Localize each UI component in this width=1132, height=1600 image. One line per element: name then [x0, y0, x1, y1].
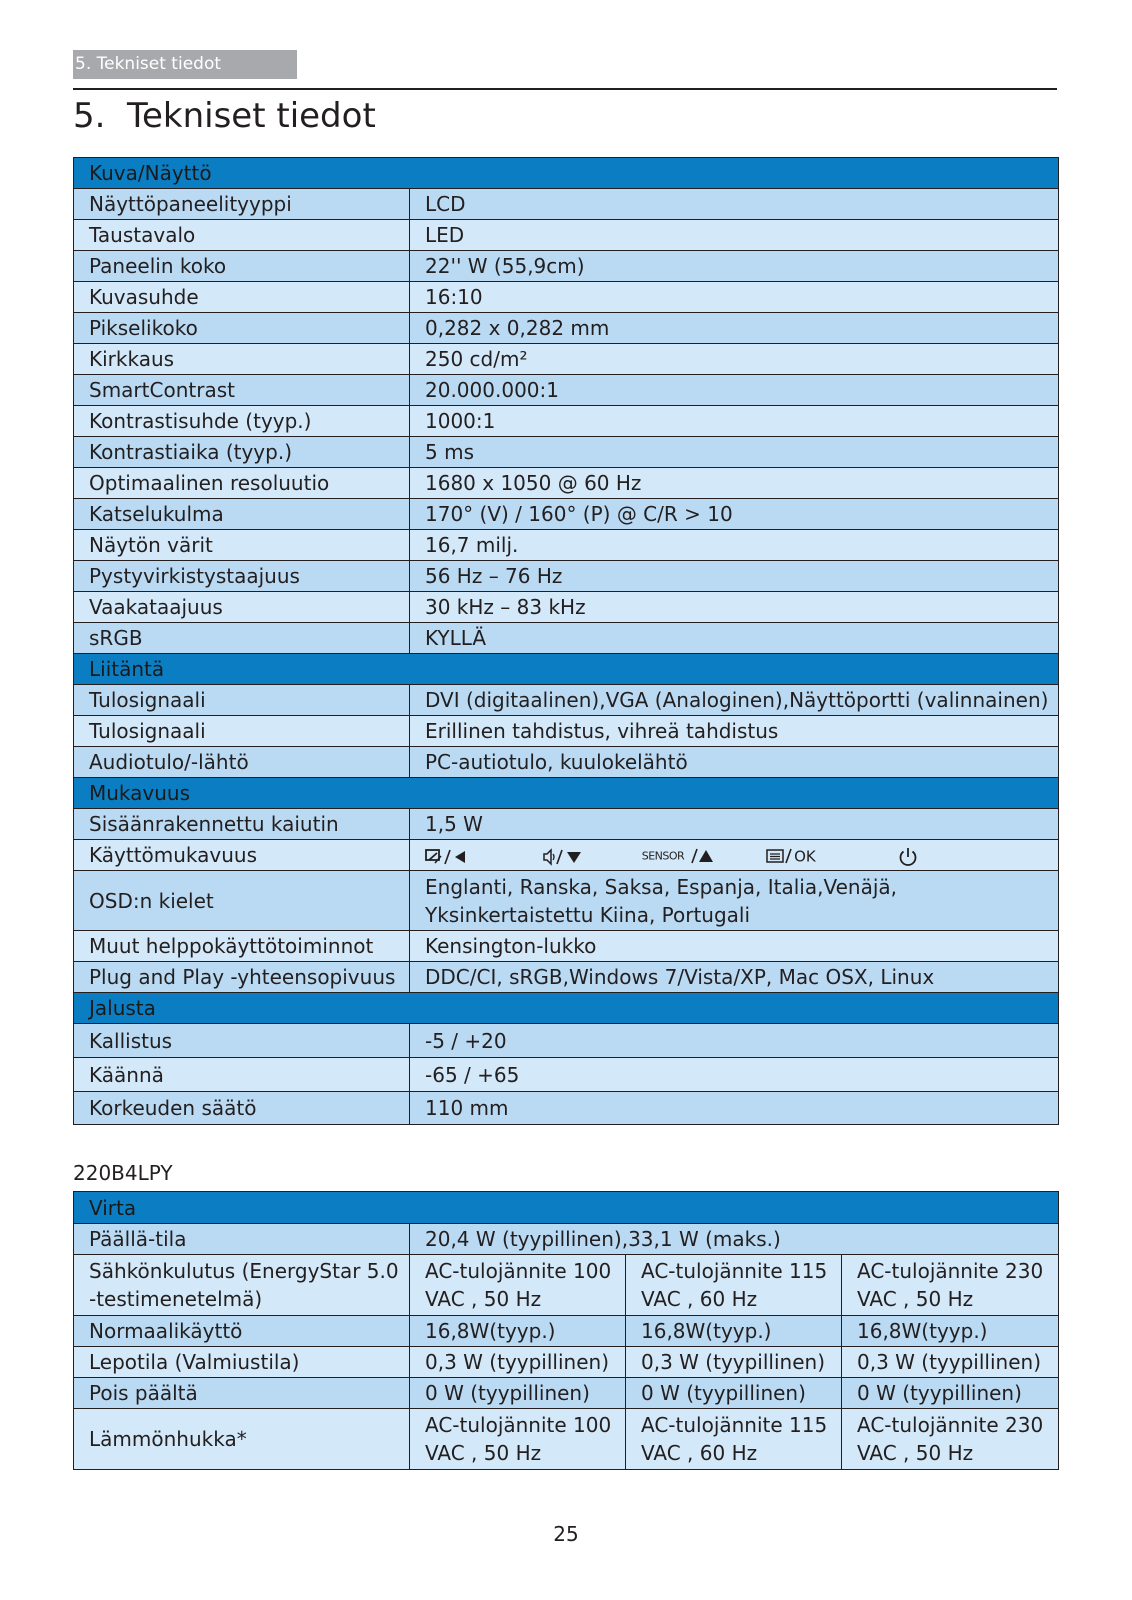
spec-label: Plug and Play -yhteensopivuus	[74, 962, 410, 993]
spec-value: PC-autiotulo, kuulokelähtö	[410, 747, 1059, 778]
spec-label: Pikselikoko	[74, 313, 410, 344]
power-value: 16,8W(tyyp.)	[410, 1316, 626, 1347]
section-header-row	[74, 778, 1059, 809]
input-left-control	[425, 842, 537, 870]
spec-row	[74, 871, 1059, 931]
spec-value: Englanti, Ranska, Saksa, Espanja, Italia,Venäjä, Yksinkertaistettu Kiina, Portugali	[410, 871, 1059, 931]
section-title-mukavuus: Mukavuus	[74, 778, 1059, 809]
spec-row	[74, 747, 1059, 778]
header-divider	[73, 88, 1057, 90]
spec-value: 20.000.000:1	[410, 375, 1059, 406]
power-row	[74, 1316, 1059, 1347]
chapter-title	[73, 94, 376, 138]
model-caption: 220B4LPY	[73, 1161, 173, 1185]
power-row-label: Normaalikäyttö	[74, 1316, 410, 1347]
spec-row	[74, 344, 1059, 375]
spec-row	[74, 313, 1059, 344]
heat-row	[74, 1409, 1059, 1470]
voltage-column-header: AC-tulojännite 230 VAC , 50 Hz	[842, 1255, 1059, 1316]
spec-value: 16:10	[410, 282, 1059, 313]
spec-value: 1680 x 1050 @ 60 Hz	[410, 468, 1059, 499]
spec-value: 170° (V) / 160° (P) @ C/R > 10	[410, 499, 1059, 530]
spec-value: DVI (digitaalinen),VGA (Analoginen),Näyttöportti (valinnainen)	[410, 685, 1059, 716]
section-header-row	[74, 1192, 1059, 1224]
menu-icon	[766, 846, 794, 866]
spec-value: DDC/CI, sRGB,Windows 7/Vista/XP, Mac OSX, Linux	[410, 962, 1059, 993]
sensor-up-control	[642, 841, 760, 871]
header-section-tab: 5. Tekniset tiedot	[73, 50, 297, 79]
spec-value: 5 ms	[410, 437, 1059, 468]
spec-row	[74, 592, 1059, 623]
spec-value: 1,5 W	[410, 809, 1059, 840]
spec-row	[74, 1224, 1059, 1255]
spec-label: Katselukulma	[74, 499, 410, 530]
chapter-title-text: Tekniset tiedot	[127, 96, 376, 136]
spec-row	[74, 282, 1059, 313]
spec-value: 22'' W (55,9cm)	[410, 251, 1059, 282]
spec-row	[74, 716, 1059, 747]
section-header-row	[74, 158, 1059, 189]
chapter-number: 5.	[73, 96, 106, 136]
spec-label: Paneelin koko	[74, 251, 410, 282]
spec-value: -5 / +20	[410, 1024, 1059, 1058]
spec-label: Käännä	[74, 1058, 410, 1092]
spec-label: Korkeuden säätö	[74, 1092, 410, 1125]
spec-label: Tulosignaali	[74, 685, 410, 716]
spec-row	[74, 499, 1059, 530]
spec-row	[74, 375, 1059, 406]
power-value: 16,8W(tyyp.)	[626, 1316, 842, 1347]
section-header-row	[74, 654, 1059, 685]
voltage-column-header: AC-tulojännite 115 VAC , 60 Hz	[626, 1255, 842, 1316]
spec-value: 16,7 milj.	[410, 530, 1059, 561]
power-row-label: Lepotila (Valmiustila)	[74, 1347, 410, 1378]
spec-value: LCD	[410, 189, 1059, 220]
up-arrow-icon	[691, 846, 715, 866]
voltage-column-header: AC-tulojännite 230 VAC , 50 Hz	[842, 1409, 1059, 1470]
spec-label: Pystyvirkistystaajuus	[74, 561, 410, 592]
spec-label: OSD:n kielet	[74, 871, 410, 931]
voltage-column-header: AC-tulojännite 100 VAC , 50 Hz	[410, 1255, 626, 1316]
spec-row	[74, 406, 1059, 437]
spec-label: Kuvasuhde	[74, 282, 410, 313]
spec-row	[74, 561, 1059, 592]
ok-label: OK	[794, 847, 816, 866]
spec-value: 1000:1	[410, 406, 1059, 437]
power-value: 16,8W(tyyp.)	[842, 1316, 1059, 1347]
spec-row	[74, 1024, 1059, 1058]
spec-row	[74, 437, 1059, 468]
spec-label: Kirkkaus	[74, 344, 410, 375]
power-value: 0 W (tyypillinen)	[842, 1378, 1059, 1409]
spec-value: 110 mm	[410, 1092, 1059, 1125]
power-row	[74, 1378, 1059, 1409]
spec-row	[74, 1092, 1059, 1125]
spec-label: Optimaalinen resoluutio	[74, 468, 410, 499]
spec-row	[74, 251, 1059, 282]
spec-label: SmartContrast	[74, 375, 410, 406]
power-icon	[897, 846, 919, 868]
spec-label: Näyttöpaneelityyppi	[74, 189, 410, 220]
section-title-liitanta: Liitäntä	[74, 654, 1059, 685]
input-source-icon	[425, 847, 471, 867]
heat-dissipation-label: Lämmönhukka*	[74, 1409, 410, 1470]
spec-label: Sisäänrakennettu kaiutin	[74, 809, 410, 840]
power-value: 0,3 W (tyypillinen)	[626, 1347, 842, 1378]
spec-row	[74, 189, 1059, 220]
spec-row	[74, 840, 1059, 871]
power-header-row	[74, 1255, 1059, 1316]
power-value: 0 W (tyypillinen)	[626, 1378, 842, 1409]
spec-row	[74, 220, 1059, 251]
power-value: 0 W (tyypillinen)	[410, 1378, 626, 1409]
spec-value: Erillinen tahdistus, vihreä tahdistus	[410, 716, 1059, 747]
section-title-kuva-naytto: Kuva/Näyttö	[74, 158, 1059, 189]
spec-value: LED	[410, 220, 1059, 251]
sensor-label: SENSOR	[641, 849, 685, 863]
spec-value: 20,4 W (tyypillinen),33,1 W (maks.)	[410, 1224, 1059, 1255]
power-table	[73, 1191, 1059, 1470]
spec-value: 0,282 x 0,282 mm	[410, 313, 1059, 344]
spec-table	[73, 157, 1059, 1125]
spec-value: 56 Hz – 76 Hz	[410, 561, 1059, 592]
spec-value: -65 / +65	[410, 1058, 1059, 1092]
spec-label: Kontrastiaika (tyyp.)	[74, 437, 410, 468]
power-value: 0,3 W (tyypillinen)	[842, 1347, 1059, 1378]
spec-value-controls	[410, 840, 1059, 871]
spec-value: 250 cd/m²	[410, 344, 1059, 375]
spec-value: Kensington-lukko	[410, 931, 1059, 962]
page-number: 25	[553, 1522, 579, 1546]
spec-label: sRGB	[74, 623, 410, 654]
power-row	[74, 1347, 1059, 1378]
voltage-column-header: AC-tulojännite 100 VAC , 50 Hz	[410, 1409, 626, 1470]
spec-row	[74, 530, 1059, 561]
spec-row	[74, 685, 1059, 716]
spec-label: Näytön värit	[74, 530, 410, 561]
spec-row	[74, 1058, 1059, 1092]
spec-row	[74, 962, 1059, 993]
spec-label: Taustavalo	[74, 220, 410, 251]
volume-icon	[543, 847, 587, 867]
spec-value: KYLLÄ	[410, 623, 1059, 654]
spec-label: Päällä-tila	[74, 1224, 410, 1255]
spec-label: Vaakataajuus	[74, 592, 410, 623]
volume-down-control	[543, 842, 635, 870]
spec-row	[74, 809, 1059, 840]
spec-row	[74, 931, 1059, 962]
spec-label: Käyttömukavuus	[74, 840, 410, 871]
power-row-label: Pois päältä	[74, 1378, 410, 1409]
spec-label: Muut helppokäyttötoiminnot	[74, 931, 410, 962]
section-title-virta: Virta	[74, 1192, 1059, 1224]
section-header-row	[74, 993, 1059, 1024]
power-value: 0,3 W (tyypillinen)	[410, 1347, 626, 1378]
spec-label: Tulosignaali	[74, 716, 410, 747]
power-control	[897, 842, 919, 870]
power-consumption-label: Sähkönkulutus (EnergyStar 5.0 -testimenetelmä)	[74, 1255, 410, 1316]
menu-ok-control	[766, 841, 891, 871]
spec-label: Audiotulo/-lähtö	[74, 747, 410, 778]
spec-label: Kontrastisuhde (tyyp.)	[74, 406, 410, 437]
spec-value: 30 kHz – 83 kHz	[410, 592, 1059, 623]
spec-row	[74, 468, 1059, 499]
spec-label: Kallistus	[74, 1024, 410, 1058]
section-title-jalusta: Jalusta	[74, 993, 1059, 1024]
voltage-column-header: AC-tulojännite 115 VAC , 60 Hz	[626, 1409, 842, 1470]
spec-row	[74, 623, 1059, 654]
